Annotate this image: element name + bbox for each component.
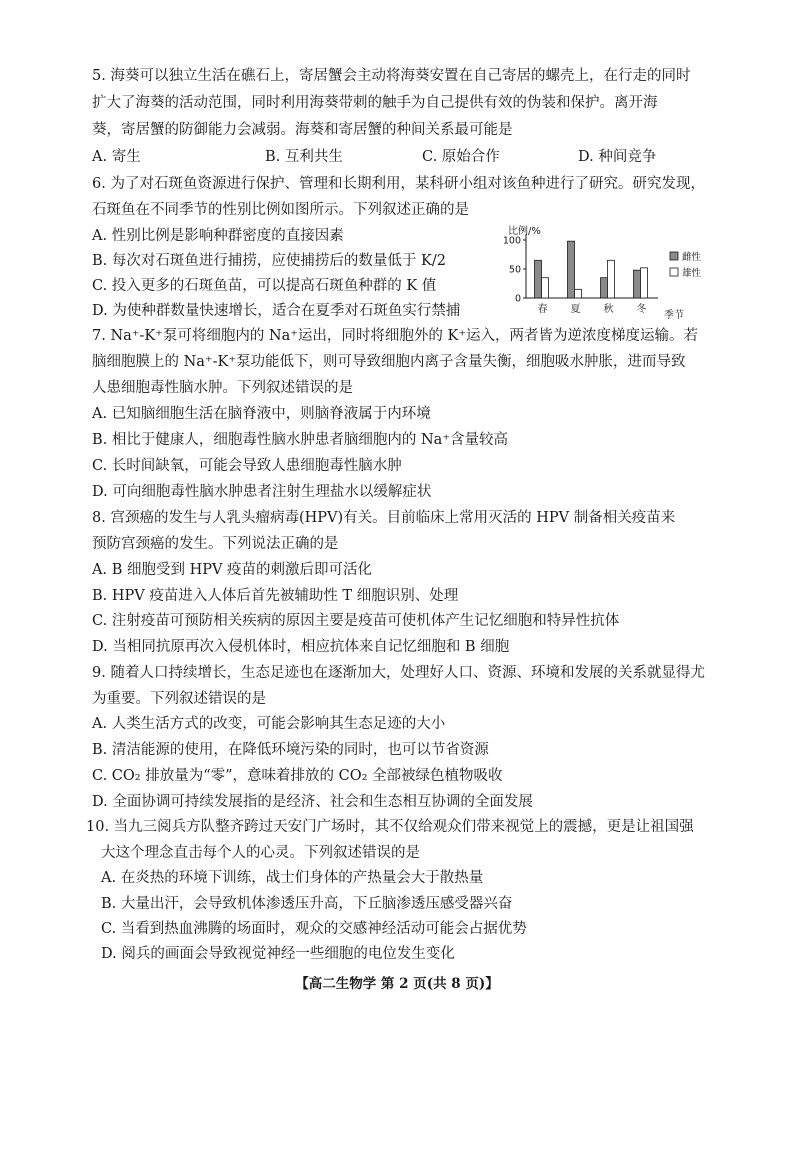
q7-option-a: A. 已知脑细胞生活在脑脊液中，则脑脊液属于内环境: [92, 406, 431, 422]
chart-x-axis-label: 季节: [664, 310, 684, 321]
q6-stem-line1: 6. 为了对石斑鱼资源进行保护、管理和长期利用，某科研小组对该鱼种进行了研究。研究发现，: [92, 176, 705, 192]
chart-x-tick-label: 夏: [570, 304, 581, 315]
q9-stem-line2: 为重要。下列叙述错误的是: [92, 691, 266, 707]
q9-option-d: D. 全面协调可持续发展指的是经济、社会和生态相互协调的全面发展: [92, 794, 533, 810]
chart-legend-label: 雄性: [682, 268, 702, 279]
q8-option-b: B. HPV 疫苗进入人体后首先被辅助性 T 细胞识别、处理: [92, 588, 459, 604]
q6-option-b: B. 每次对石斑鱼进行捕捞，应使捕捞后的数量低于 K/2: [92, 253, 446, 269]
q8-option-c: C. 注射疫苗可预防相关疾病的原因主要是疫苗可使机体产生记忆细胞和特异性抗体: [92, 613, 620, 629]
q9-option-c: C. CO₂ 排放量为“零”，意味着排放的 CO₂ 全部被绿色植物吸收: [92, 768, 503, 784]
q7-option-b: B. 相比于健康人，细胞毒性脑水肿患者脑细胞内的 Na⁺含量较高: [92, 432, 508, 448]
q5-stem-line1: 5. 海葵可以独立生活在礁石上，寄居蟹会主动将海葵安置在自己寄居的螺壳上，在行走的同时: [92, 68, 691, 84]
q5-option-d: D. 种间竞争: [578, 149, 657, 165]
sex-ratio-bar-chart: [484, 222, 724, 322]
q7-stem-line1: 7. Na⁺-K⁺泵可将细胞内的 Na⁺运出，同时将细胞外的 K⁺运入，两者皆为逆浓度梯度运输。若: [92, 328, 699, 344]
q5-stem-line3: 葵，寄居蟹的防御能力会减弱。海葵和寄居蟹的种间关系最可能是: [92, 122, 513, 138]
q7-option-c: C. 长时间缺氧，可能会导致人患细胞毒性脑水肿: [92, 458, 402, 474]
chart-legend-swatch: [670, 252, 678, 260]
q6-option-d: D. 为使种群数量快速增长，适合在夏季对石斑鱼实行禁捕: [92, 303, 461, 319]
chart-x-tick-label: 秋: [603, 304, 614, 315]
q10-option-a: A. 在炎热的环境下训练，战士们身体的产热量会大于散热量: [101, 870, 484, 886]
chart-bar: [641, 268, 648, 298]
chart-legend-swatch: [670, 268, 678, 276]
q5-option-c: C. 原始合作: [422, 149, 500, 165]
q8-option-d: D. 当相同抗原再次入侵机体时，相应抗体来自记忆细胞和 B 细胞: [92, 639, 510, 655]
q7-stem-line3: 人患细胞毒性脑水肿。下列叙述错误的是: [92, 380, 353, 396]
q6-option-c: C. 投入更多的石斑鱼苗，可以提高石斑鱼种群的 K 值: [92, 278, 437, 294]
q8-stem-line2: 预防宫颈癌的发生。下列说法正确的是: [92, 536, 339, 552]
chart-bar: [601, 278, 608, 298]
q6-option-a: A. 性别比例是影响种群密度的直接因素: [92, 228, 344, 244]
q10-stem-line1: 10. 当九三阅兵方队整齐跨过天安门广场时，其不仅给观众们带来视觉上的震撼，更是让祖国强: [86, 819, 694, 835]
chart-bar: [542, 278, 549, 298]
q8-stem-line1: 8. 宫颈癌的发生与人乳头瘤病毒(HPV)有关。目前临床上常用灭活的 HPV 制备相关疫苗来: [92, 510, 676, 526]
page-footer: 【高二生物学 第 2 页(共 8 页)】: [295, 976, 499, 992]
chart-y-axis-label: 比例/%: [508, 226, 541, 237]
q5-option-a: A. 寄生: [92, 149, 141, 165]
q7-stem-line2: 脑细胞膜上的 Na⁺-K⁺泵功能低下，则可导致细胞内离子含量失衡，细胞吸水肿胀，进而导致: [92, 354, 686, 370]
chart-bar: [608, 260, 615, 298]
chart-bar: [535, 260, 542, 298]
q6-stem-line2: 石斑鱼在不同季节的性别比例如图所示。下列叙述正确的是: [92, 202, 469, 218]
q9-stem-line1: 9. 随着人口持续增长，生态足迹也在逐渐加大，处理好人口、资源、环境和发展的关系就显得尤: [92, 665, 705, 681]
q7-option-d: D. 可向细胞毒性脑水肿患者注射生理盐水以缓解症状: [92, 484, 432, 500]
q10-option-b: B. 大量出汗，会导致机体渗透压升高，下丘脑渗透压感受器兴奋: [101, 896, 513, 912]
chart-legend: [670, 251, 702, 279]
chart-y-tick-label: 100: [502, 235, 521, 247]
chart-x-tick-label: 冬: [636, 304, 647, 315]
q9-option-a: A. 人类生活方式的改变，可能会影响其生态足迹的大小: [92, 716, 446, 732]
q10-option-d: D. 阅兵的画面会导致视觉神经一些细胞的电位发生变化: [101, 946, 455, 962]
q5-option-b: B. 互利共生: [265, 149, 343, 165]
chart-y-tick-label: 0: [514, 293, 521, 305]
chart-bar: [568, 241, 575, 298]
q10-stem-line2: 大这个理念直击每个人的心灵。下列叙述错误的是: [101, 845, 420, 861]
chart-legend-label: 雌性: [682, 252, 702, 263]
q9-option-b: B. 清洁能源的使用，在降低环境污染的同时，也可以节省资源: [92, 742, 489, 758]
q5-stem-line2: 扩大了海葵的活动范围，同时利用海葵带刺的触手为自己提供有效的伪装和保护。离开海: [92, 95, 658, 111]
q10-option-c: C. 当看到热血沸腾的场面时，观众的交感神经活动可能会占据优势: [101, 921, 527, 937]
q8-option-a: A. B 细胞受到 HPV 疫苗的刺激后即可活化: [92, 562, 373, 578]
chart-bar: [575, 289, 582, 298]
chart-y-tick-label: 50: [508, 264, 521, 276]
chart-bar: [634, 270, 641, 298]
chart-x-tick-label: 春: [537, 304, 548, 315]
